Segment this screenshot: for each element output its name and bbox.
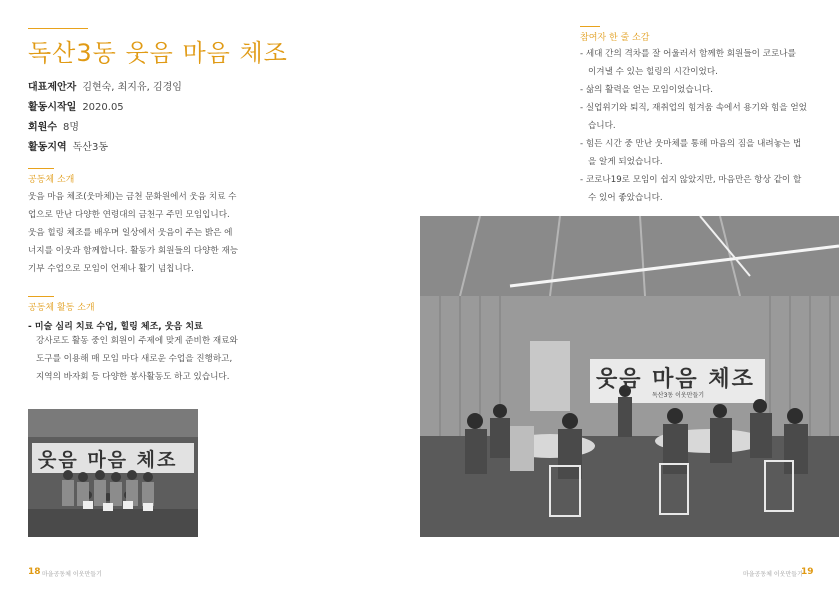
group-photo-illustration — [28, 409, 198, 537]
review-list — [580, 45, 807, 207]
class-photo-banner-sub: 독산3동 이웃만들기 — [652, 392, 705, 399]
page-number-right: 19 — [801, 567, 814, 577]
info-key: 대표제안자 — [28, 82, 77, 93]
activity-accent-line — [28, 296, 54, 297]
review-line: 습니다. — [588, 121, 616, 131]
review-line: - 세대 간의 격차를 잘 어울러서 함께한 회원들이 코로나를 — [580, 49, 796, 59]
intro-line: 웃음 힐링 체조를 배우며 일상에서 웃음이 주는 밝은 에 — [28, 228, 233, 238]
info-key: 활동지역 — [28, 142, 67, 153]
activity-paragraph — [36, 332, 238, 386]
review-line: - 힘든 시간 중 만난 웃마체를 통해 마음의 짐을 내려놓는 법 — [580, 139, 802, 149]
page-caption-left: 마을공동체 이웃만들기 — [42, 571, 102, 578]
review-line: 수 있어 좋았습니다. — [588, 193, 663, 203]
class-photo — [420, 216, 839, 537]
intro-line: 업으로 만난 다양한 연령대의 금천구 주민 모임입니다. — [28, 210, 230, 220]
page-caption-right: 마을공동체 이웃만들기 — [743, 571, 803, 578]
info-value: 독산3동 — [72, 142, 108, 153]
intro-line: 너지를 이웃과 함께합니다. 활동가 회원들의 다양한 재능 — [28, 246, 239, 256]
activity-subheading: - 미술 심리 치료 수업, 힐링 체조, 웃음 치료 — [28, 322, 203, 332]
review-line: - 삶의 활력을 얻는 모임이었습니다. — [580, 85, 713, 95]
page-title: 독산3동 웃음 마음 체조 — [28, 39, 288, 67]
info-row-region — [28, 138, 182, 158]
page-number-left: 18 — [28, 567, 41, 577]
title-accent-line — [28, 28, 88, 29]
intro-paragraph — [28, 188, 238, 278]
intro-line: 기부 수업으로 모임이 언제나 활기 넘칩니다. — [28, 264, 194, 274]
info-list — [28, 78, 182, 158]
review-line: 이겨낼 수 있는 힐링의 시간이었다. — [588, 67, 718, 77]
info-value: 8명 — [62, 122, 80, 133]
info-row-proposer — [28, 78, 182, 98]
review-heading: 참여자 한 줄 소감 — [580, 33, 650, 43]
review-line: 을 알게 되었습니다. — [588, 157, 663, 167]
info-row-members — [28, 118, 182, 138]
activity-line: 도구를 이용해 매 모임 마다 새로운 수업을 진행하고, — [36, 354, 233, 364]
group-photo-banner-text: 웃음 마음 체조 — [38, 449, 178, 471]
activity-line: 강사로도 활동 중인 회원이 주제에 맞게 준비한 재료와 — [36, 336, 238, 346]
activity-heading: 공동체 활동 소개 — [28, 303, 95, 313]
intro-heading: 공동체 소개 — [28, 175, 75, 185]
intro-line: 웃음 마음 체조(웃마체)는 금천 문화원에서 웃음 치료 수 — [28, 192, 237, 202]
review-accent-line — [580, 26, 600, 27]
intro-accent-line — [28, 168, 54, 169]
group-photo — [28, 409, 198, 537]
info-key: 회원수 — [28, 122, 57, 133]
class-photo-banner-text: 웃음 마음 체조 — [596, 367, 755, 392]
info-value: 2020.05 — [82, 102, 124, 113]
review-line: - 코로나19로 모임이 쉽지 않았지만, 마음만은 항상 같이 할 — [580, 175, 802, 185]
info-value: 김현숙, 최지유, 김경임 — [82, 82, 182, 93]
review-line: - 실업위기와 퇴직, 재취업의 힘겨움 속에서 용기와 힘을 얻었 — [580, 103, 807, 113]
info-row-start-date — [28, 98, 182, 118]
info-key: 활동시작일 — [28, 102, 77, 113]
activity-line: 지역의 바자회 등 다양한 봉사활동도 하고 있습니다. — [36, 372, 230, 382]
